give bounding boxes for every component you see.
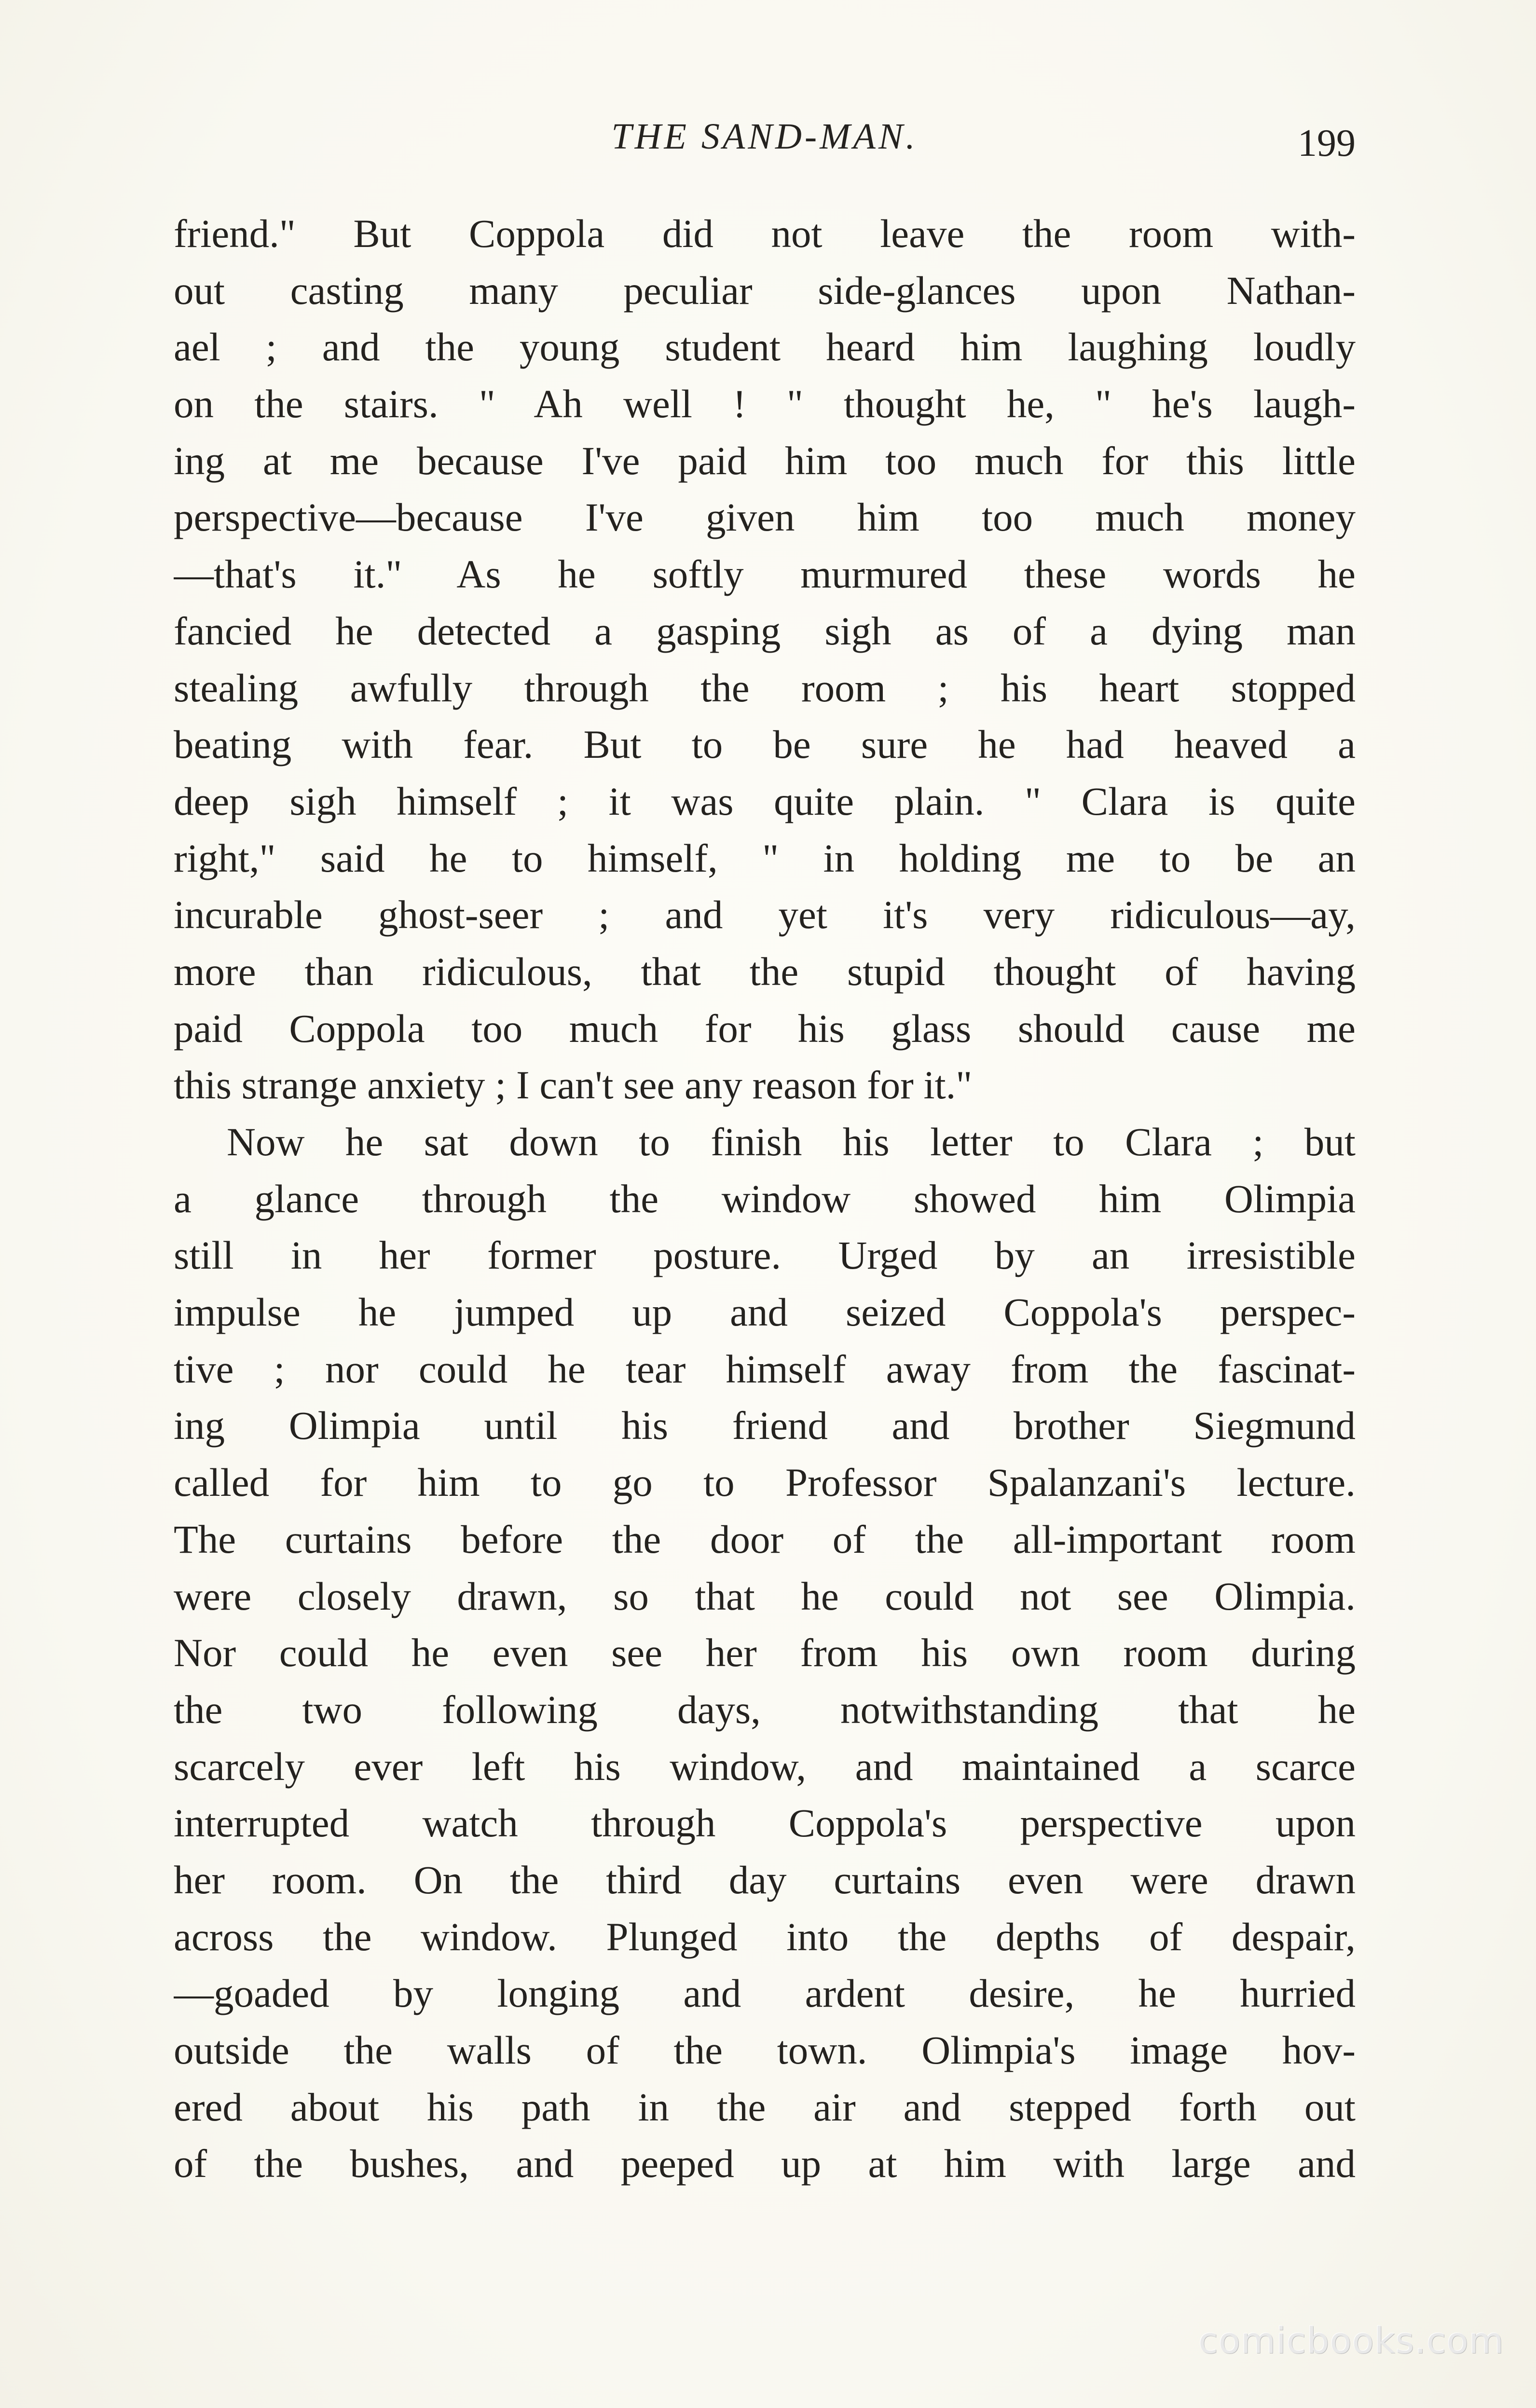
- text-line: were closely drawn, so that he could not see Olimpia.: [174, 1573, 1356, 1618]
- text-line: fancied he detected a gasping sigh as of a dying man: [174, 608, 1356, 653]
- text-line: still in her former posture. Urged by an irresistible: [174, 1233, 1356, 1278]
- text-line: interrupted watch through Coppola's perspective upon: [174, 1801, 1356, 1846]
- text-line: ing Olimpia until his friend and brother Siegmund: [174, 1403, 1356, 1448]
- page-number: 199: [1298, 122, 1356, 164]
- text-line: more than ridiculous, that the stupid thought of having: [174, 949, 1356, 994]
- text-line: Nor could he even see her from his own room during: [174, 1630, 1356, 1675]
- text-line: deep sigh himself ; it was quite plain. " Clara is quite: [174, 779, 1356, 823]
- text-line: paid Coppola too much for his glass should cause me: [174, 1006, 1356, 1051]
- body-text: [174, 205, 1356, 2192]
- text-line: perspective—because I've given him too much money: [174, 495, 1356, 540]
- text-line: right," said he to himself, " in holding me to be an: [174, 835, 1356, 880]
- text-line: scarcely ever left his window, and maintained a scarce: [174, 1744, 1356, 1789]
- text-line: tive ; nor could he tear himself away from the fascinat-: [174, 1346, 1356, 1391]
- text-line: across the window. Plunged into the depths of despair,: [174, 1914, 1356, 1959]
- text-line-paragraph-start: Now he sat down to finish his letter to Clara ; but: [227, 1120, 1356, 1164]
- running-header: [174, 110, 1356, 163]
- text-line-paragraph-end: this strange anxiety ; I can't see any reason for it.": [174, 1063, 973, 1108]
- watermark: comicbooks.com: [1198, 2320, 1504, 2362]
- text-line: stealing awfully through the room ; his heart stopped: [174, 665, 1356, 710]
- text-line: called for him to go to Professor Spalanzani's lecture.: [174, 1460, 1356, 1505]
- running-title: THE SAND-MAN.: [611, 116, 918, 157]
- text-line: beating with fear. But to be sure he had heaved a: [174, 722, 1356, 767]
- text-line: the two following days, notwithstanding that he: [174, 1687, 1356, 1732]
- text-line: a glance through the window showed him Olimpia: [174, 1176, 1356, 1221]
- text-line: The curtains before the door of the all-important room: [174, 1517, 1356, 1561]
- text-line: of the bushes, and peeped up at him with large and: [174, 2141, 1356, 2186]
- text-line: out casting many peculiar side-glances upon Nathan-: [174, 268, 1356, 313]
- text-line: —that's it." As he softly murmured these words he: [174, 552, 1356, 597]
- text-line: friend." But Coppola did not leave the room with-: [174, 211, 1356, 256]
- text-line: —goaded by longing and ardent desire, he hurried: [174, 1971, 1356, 2016]
- text-line: ael ; and the young student heard him laughing loudly: [174, 325, 1356, 369]
- text-line: ered about his path in the air and stepped forth out: [174, 2084, 1356, 2129]
- text-line: incurable ghost-seer ; and yet it's very ridiculous—ay,: [174, 892, 1356, 937]
- text-line: outside the walls of the town. Olimpia's image hov-: [174, 2028, 1356, 2072]
- text-line: on the stairs. " Ah well ! " thought he, " he's laugh-: [174, 382, 1356, 426]
- text-line: ing at me because I've paid him too much for this little: [174, 438, 1356, 483]
- text-line: impulse he jumped up and seized Coppola's perspec-: [174, 1290, 1356, 1335]
- text-line: her room. On the third day curtains even were drawn: [174, 1857, 1356, 1902]
